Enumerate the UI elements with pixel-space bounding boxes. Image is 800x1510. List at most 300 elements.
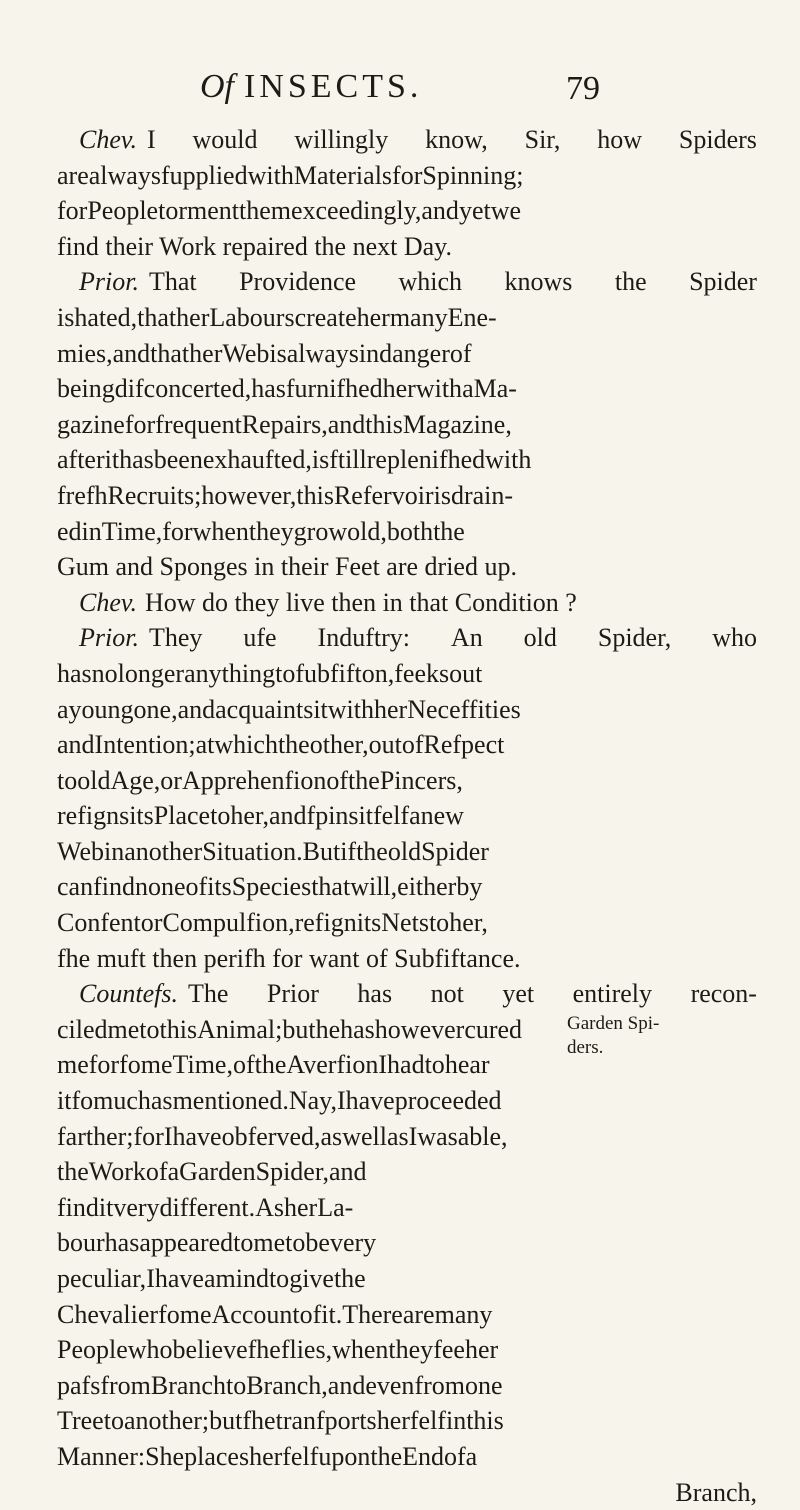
word: out: [449, 658, 483, 688]
word: Web: [57, 836, 104, 866]
word: well: [342, 1121, 387, 1151]
line-content: [57, 834, 757, 870]
word: exceedingly,: [290, 196, 422, 226]
line-text: [57, 1154, 367, 1190]
line-content: [79, 620, 757, 656]
word: Branch,: [246, 1370, 328, 1400]
line-content: [57, 656, 757, 692]
word: with: [327, 694, 375, 724]
speaker-name: Prior.: [79, 267, 139, 297]
word: of: [401, 730, 424, 760]
word: when: [192, 516, 249, 546]
word: find: [93, 872, 135, 902]
line-text: [57, 1332, 498, 1368]
line-text: [57, 1083, 502, 1119]
word: find: [57, 1192, 99, 1222]
word: to: [103, 1406, 124, 1436]
word: them: [238, 196, 291, 226]
line-content: [57, 478, 757, 514]
word: is: [311, 445, 330, 475]
word: the: [57, 1157, 89, 1187]
word: her: [189, 338, 223, 368]
line-content: [57, 1403, 757, 1439]
word: Ma-: [473, 374, 517, 404]
word: herfelf: [249, 1441, 319, 1471]
word: danger: [379, 338, 450, 368]
word: for: [392, 160, 423, 190]
text-line: [57, 941, 757, 977]
header-title: INSECTS.: [244, 68, 423, 105]
word: flies,: [280, 1335, 333, 1365]
word: fome: [158, 1299, 212, 1329]
word: and: [327, 1370, 366, 1400]
word: and: [421, 196, 459, 226]
word: frefh: [57, 480, 108, 510]
word: very: [113, 1192, 160, 1222]
word: the: [614, 267, 647, 297]
line-content: [57, 1154, 535, 1190]
word: places: [184, 1441, 250, 1471]
word: fhe: [242, 1406, 276, 1436]
word: fhe: [247, 1335, 281, 1365]
word: Induftry:: [317, 623, 410, 653]
word: we: [490, 196, 522, 226]
text-line: [57, 193, 757, 229]
word: one,: [133, 694, 178, 724]
word: its: [129, 801, 154, 831]
word: I: [336, 1086, 346, 1116]
line-text: [57, 1225, 376, 1261]
word: different.: [159, 1192, 256, 1222]
word: People: [57, 1335, 128, 1365]
line-content: [57, 514, 757, 550]
word: with: [415, 374, 463, 404]
word: a: [203, 1264, 216, 1293]
word: another: [124, 836, 203, 866]
line-content: [79, 264, 757, 300]
word: that: [150, 338, 190, 368]
line-content: [57, 727, 757, 763]
word: Account: [211, 1299, 300, 1329]
word: her: [284, 1192, 318, 1222]
text-line: [57, 692, 757, 728]
line-content: [57, 1261, 535, 1297]
word: being: [57, 374, 115, 404]
word: and: [177, 694, 216, 724]
word: Apprehenfion: [181, 765, 327, 795]
word: of: [299, 1299, 322, 1329]
header-of: Of: [200, 68, 234, 105]
word: ;: [516, 160, 524, 190]
text-line: [57, 229, 757, 265]
word: this: [296, 480, 334, 510]
word: the: [433, 516, 465, 546]
word: is: [433, 480, 451, 510]
word: or: [160, 765, 182, 795]
text-line: [57, 1154, 535, 1190]
line-text: Branch,: [675, 1477, 757, 1507]
line-content: [79, 122, 757, 158]
word: Compulfion,: [162, 908, 295, 938]
word: Nay,: [288, 1086, 337, 1116]
word: Confent: [57, 908, 141, 938]
word: for: [133, 1121, 164, 1151]
word: frequent: [155, 409, 242, 439]
word: is: [57, 302, 75, 332]
word: refign: [294, 908, 357, 938]
word: Place: [153, 801, 211, 831]
word: Repairs,: [241, 409, 328, 439]
word: torment: [158, 196, 239, 226]
word: very: [329, 1228, 377, 1258]
word: ;: [194, 480, 202, 510]
word: any: [184, 658, 222, 688]
word: pafs: [57, 1370, 101, 1400]
line-text: [57, 1403, 504, 1439]
word: that: [311, 872, 351, 902]
word: Spider: [421, 836, 489, 866]
word: the: [348, 765, 380, 795]
word: cured: [464, 1014, 523, 1044]
word: after: [57, 445, 105, 475]
word: at: [195, 730, 215, 760]
word: will,: [350, 872, 398, 902]
word: by: [456, 872, 483, 902]
text-line: [57, 656, 757, 692]
word: upon: [318, 1441, 371, 1471]
speaker-name: Prior.: [79, 623, 139, 653]
text-line: [57, 300, 757, 336]
line-text: [57, 1368, 503, 1404]
word: the: [254, 1050, 287, 1080]
line-content: [57, 1083, 757, 1119]
line-content: [57, 1190, 535, 1226]
text-line: [57, 905, 757, 941]
word: it: [313, 694, 328, 724]
line-content: [57, 336, 757, 372]
line-text: fhe muft then perifh for want of Subfiftance.: [57, 943, 521, 973]
word: to: [268, 1264, 290, 1293]
line-text: How do they live then in that Condition ?: [145, 587, 577, 617]
word: that: [137, 302, 177, 332]
word: a: [465, 1441, 478, 1471]
line-content: [79, 976, 757, 1012]
word: as: [320, 1121, 343, 1151]
word: for: [88, 1050, 120, 1080]
word: mind: [215, 1264, 269, 1293]
word: its: [356, 908, 382, 938]
text-line: [57, 1403, 757, 1439]
text-line: [57, 798, 757, 834]
word: always: [286, 338, 359, 368]
text-line: [57, 407, 757, 443]
word: Refpect: [423, 730, 505, 760]
line-text: [149, 264, 757, 300]
line-text: [57, 371, 517, 407]
word: thing: [221, 658, 276, 688]
word: her: [374, 694, 408, 724]
word: it: [98, 1192, 114, 1222]
word: to: [233, 1228, 254, 1258]
word: when: [332, 1335, 389, 1365]
word: this: [159, 1014, 198, 1044]
text-line: [57, 371, 757, 407]
word: a: [462, 374, 474, 404]
word: old: [387, 836, 422, 866]
word: has: [251, 374, 286, 404]
word: The: [187, 979, 229, 1009]
word: know,: [425, 125, 488, 154]
margin-note-line: ders.: [567, 1037, 604, 1058]
text-line: [57, 1368, 757, 1404]
body-text: [57, 122, 757, 1510]
word: Time,: [101, 516, 163, 546]
text-line: [57, 478, 757, 514]
line-text: [147, 122, 757, 158]
word: old: [77, 765, 111, 795]
word: of: [449, 338, 472, 368]
line-text: [57, 656, 482, 692]
word: many: [389, 302, 448, 332]
word: much: [93, 1086, 151, 1116]
line-text: [57, 1119, 508, 1155]
line-content: [57, 300, 757, 336]
word: feeks: [394, 658, 450, 688]
word: Sir,: [524, 125, 561, 154]
running-header: [200, 68, 600, 118]
word: even: [365, 1370, 415, 1400]
text-line: [57, 1190, 535, 1226]
word: young: [68, 694, 134, 724]
line-content: [57, 193, 757, 229]
word: are: [57, 160, 89, 190]
word: yet: [458, 196, 491, 226]
word: the: [333, 1264, 366, 1293]
line-content: [57, 407, 757, 443]
word: her: [464, 1335, 499, 1365]
text-line: [57, 834, 757, 870]
word: other,: [309, 730, 369, 760]
word: fee: [433, 1335, 465, 1365]
word: knows: [504, 267, 573, 297]
word: But: [302, 836, 341, 866]
word: not: [430, 979, 464, 1009]
word: has: [104, 1228, 140, 1258]
text-line: [57, 514, 757, 550]
word: mies,: [57, 338, 113, 368]
word: has: [340, 1014, 375, 1044]
word: herfelf: [376, 1406, 446, 1436]
text-line: [57, 1119, 757, 1155]
word: That: [148, 267, 197, 297]
line-text: [57, 869, 482, 905]
word: difconcerted,: [114, 374, 252, 404]
word: have: [154, 1264, 204, 1293]
word: none: [134, 872, 186, 902]
word: Garden: [179, 1157, 256, 1187]
line-content: [57, 371, 757, 407]
word: her: [382, 374, 416, 404]
line-text: [57, 1012, 522, 1048]
word: but: [209, 1406, 243, 1436]
word: I: [147, 125, 156, 154]
word: ufe: [243, 623, 277, 653]
word: Web: [222, 338, 270, 368]
text-line: [57, 158, 757, 194]
word: has: [119, 445, 154, 475]
line-text: [57, 514, 465, 550]
word: for: [57, 196, 88, 226]
line-content: [57, 763, 757, 799]
word: old: [523, 623, 557, 653]
word: obferved,: [221, 1121, 321, 1151]
line-text: [57, 193, 521, 229]
line-text: [57, 1047, 490, 1083]
word: Recruits: [107, 480, 195, 510]
word: to: [285, 1228, 306, 1258]
word: Ene-: [447, 302, 497, 332]
word: Magazine,: [402, 409, 512, 439]
word: the: [370, 1441, 403, 1471]
word: fpins: [306, 801, 359, 831]
line-text: Gum and Sponges in their Feet are dried up.: [57, 552, 517, 582]
word: There: [342, 1299, 403, 1329]
word: Spider,: [255, 1157, 329, 1187]
word: to: [424, 1050, 445, 1080]
word: Pincers,: [379, 765, 463, 795]
word: new: [420, 801, 464, 831]
line-text: [57, 1261, 366, 1297]
word: acquaints: [215, 694, 314, 724]
line-content: [57, 869, 757, 905]
word: have: [172, 1121, 222, 1151]
word: Neceffities: [407, 694, 521, 724]
word: in: [358, 338, 380, 368]
word: and: [112, 338, 151, 368]
word: ftill: [329, 445, 367, 475]
line-text: [57, 692, 521, 728]
word: ed: [57, 516, 82, 546]
text-line: [57, 1475, 757, 1510]
word: many: [434, 1299, 493, 1329]
word: An: [450, 623, 483, 653]
word: They: [148, 623, 203, 653]
word: and: [269, 801, 307, 831]
word: in: [81, 516, 102, 546]
word: hated,: [74, 302, 138, 332]
word: End: [402, 1441, 444, 1471]
word: appeared: [139, 1228, 234, 1258]
word: be: [305, 1228, 330, 1258]
word: recon-: [690, 979, 757, 1009]
word: either: [397, 872, 457, 902]
word: People: [87, 196, 159, 226]
word: its: [207, 872, 232, 902]
word: as: [386, 1121, 409, 1151]
word: Averfion: [286, 1050, 379, 1080]
word: another: [123, 1406, 202, 1436]
word: is: [269, 338, 287, 368]
word: Manner: [57, 1441, 138, 1471]
word: have: [345, 1086, 395, 1116]
word: farther: [57, 1121, 127, 1151]
word: Spiders: [678, 125, 757, 154]
word: however,: [201, 480, 297, 510]
word: to: [275, 658, 296, 688]
word: Labours: [209, 302, 295, 332]
line-content: [57, 1225, 535, 1261]
word: to: [57, 765, 78, 795]
word: but: [282, 1014, 316, 1044]
text-line: [57, 763, 757, 799]
word: me: [253, 1228, 286, 1258]
word: Situation.: [202, 836, 303, 866]
word: fupplied: [160, 160, 248, 190]
word: yet: [502, 979, 535, 1009]
line-text: [57, 798, 464, 834]
word: ;: [201, 1406, 210, 1436]
word: hear: [444, 1050, 490, 1080]
text-line: [57, 869, 757, 905]
line-text: [57, 300, 497, 336]
word: :: [137, 1441, 146, 1471]
word: it: [57, 1086, 72, 1116]
word: a: [409, 801, 421, 831]
word: Species: [231, 872, 312, 902]
line-text: [57, 1297, 492, 1333]
word: Spider,: [597, 623, 672, 653]
word: and: [328, 1157, 367, 1187]
word: Prior: [266, 979, 319, 1009]
word: proceeded: [394, 1086, 502, 1116]
word: of: [185, 872, 208, 902]
line-content: [57, 442, 757, 478]
word: to: [428, 908, 450, 938]
word: to: [225, 1370, 247, 1400]
word: ;: [126, 1121, 134, 1151]
line-text: [57, 336, 472, 372]
word: who: [127, 1335, 173, 1365]
word: from: [414, 1370, 465, 1400]
word: Nets: [381, 908, 429, 938]
word: Chevalier: [57, 1299, 159, 1329]
word: the: [356, 836, 388, 866]
word: they: [388, 1335, 434, 1365]
word: who: [712, 623, 757, 653]
text-line: [57, 620, 757, 656]
word: with: [485, 445, 532, 475]
word: from: [100, 1370, 151, 1400]
word: in: [104, 836, 125, 866]
word: and: [57, 730, 95, 760]
line-text: [57, 1190, 353, 1226]
word: a: [167, 1157, 180, 1187]
line-text: [57, 834, 489, 870]
word: drain-: [450, 480, 514, 510]
word: and: [327, 409, 366, 439]
margin-note: [567, 1012, 707, 1060]
word: which: [398, 267, 463, 297]
word: create: [294, 302, 357, 332]
word: Animal: [197, 1014, 276, 1044]
text-line: [57, 1332, 757, 1368]
word: ;: [275, 1014, 283, 1044]
word: her: [356, 302, 390, 332]
word: of: [145, 1157, 168, 1187]
line-content: [57, 158, 757, 194]
word: they: [248, 516, 294, 546]
text-line: [57, 122, 757, 158]
